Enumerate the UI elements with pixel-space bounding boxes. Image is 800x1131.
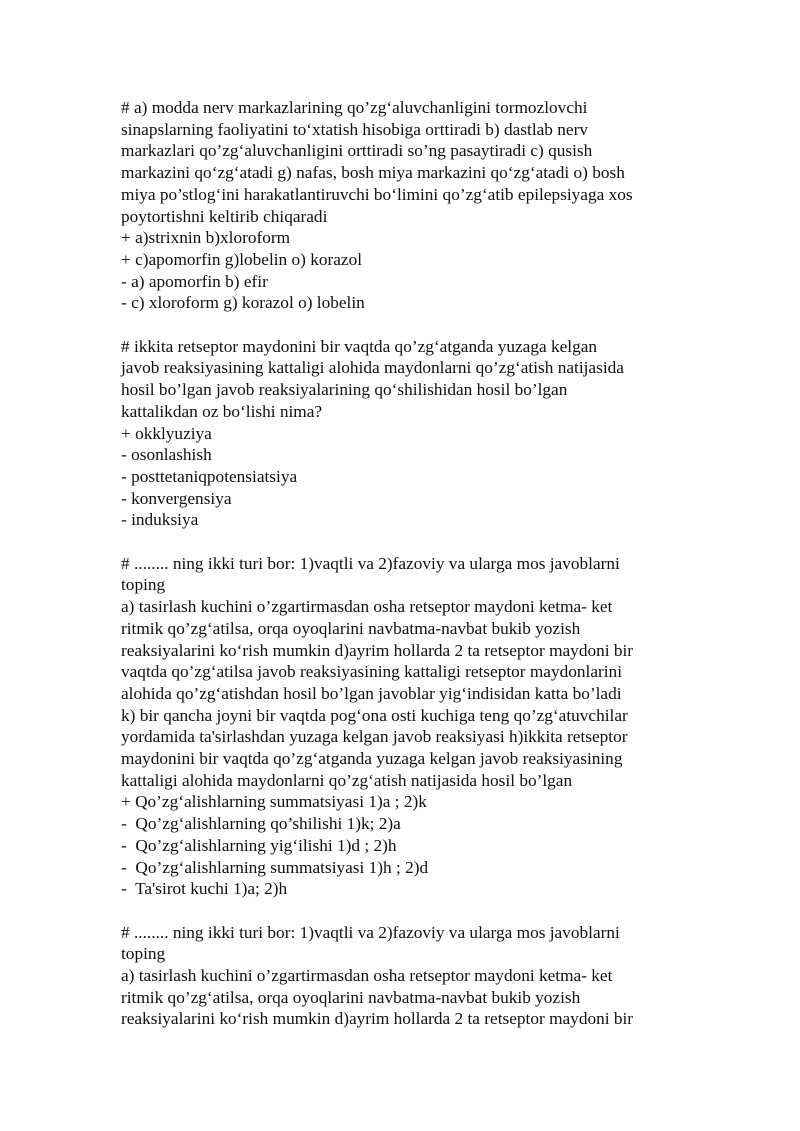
answer-option: - induksiya	[121, 510, 199, 530]
answer-option: - a) apomorfin b) efir	[121, 271, 268, 291]
text-line: reaksiyalarini ko‘rish mumkin d)ayrim hollarda 2 ta retseptor maydoni bir	[121, 1009, 634, 1029]
answer-option: - osonlashish	[121, 445, 212, 465]
text-line: toping	[121, 944, 166, 964]
text-line: reaksiyalarini ko‘rish mumkin d)ayrim hollarda 2 ta retseptor maydoni bir	[121, 640, 634, 660]
text-line: a) tasirlash kuchini o’zgartirmasdan osha retseptor maydoni ketma- ket	[121, 597, 613, 617]
text-line: toping	[121, 575, 166, 595]
text-line: kattalikdan oz bo‘lishi nima?	[121, 401, 323, 421]
text-line: javob reaksiyasining kattaligi alohida maydonlarni qo’zg‘atish natijasida	[121, 358, 624, 378]
answer-option: - Qo’zg‘alishlarning qo’shilishi 1)k; 2)a	[121, 814, 401, 834]
text-line: a) tasirlash kuchini o’zgartirmasdan osha retseptor maydoni ketma- ket	[121, 966, 613, 986]
text-line: maydonini bir vaqtda qo’zg‘atganda yuzaga kelgan javob reaksiyasining	[121, 749, 623, 769]
text-line: # ........ ning ikki turi bor: 1)vaqtli va 2)fazoviy va ularga mos javoblarni	[121, 922, 620, 942]
text-line: ritmik qo’zg‘atilsa, orqa oyoqlarini navbatma-navbat bukib yozish	[121, 618, 581, 638]
answer-option: - konvergensiya	[121, 488, 232, 508]
answer-option: - c) xloroform g) korazol o) lobelin	[121, 293, 365, 313]
text-line: alohida qo’zg‘atishdan hosil bo’lgan javoblar yig‘indisidan katta bo’ladi	[121, 683, 622, 703]
answer-option: + Qo’zg‘alishlarning summatsiyasi 1)a ; 2)k	[121, 792, 427, 812]
text-line: # ........ ning ikki turi bor: 1)vaqtli va 2)fazoviy va ularga mos javoblarni	[121, 553, 620, 573]
text-line: # a) modda nerv markazlarining qo’zg‘aluvchanligini tormozlovchi	[121, 98, 588, 117]
text-line: kattaligi alohida maydonlarni qo’zg‘atish natijasida hosil bo’lgan	[121, 770, 573, 790]
question-1	[121, 97, 701, 314]
text-line: poytortishni keltirib chiqaradi	[121, 206, 328, 226]
text-line: ritmik qo’zg‘atilsa, orqa oyoqlarini navbatma-navbat bukib yozish	[121, 987, 581, 1007]
question-3	[121, 553, 701, 900]
text-line: k) bir qancha joyni bir vaqtda pog‘ona osti kuchiga teng qo’zg‘atuvchilar	[121, 705, 628, 725]
text-line: hosil bo’lgan javob reaksiyalarining qo‘shilishidan hosil bo’lgan	[121, 380, 568, 400]
text-line: yordamida ta'sirlashdan yuzaga kelgan javob reaksiyasi h)ikkita retseptor	[121, 727, 628, 747]
answer-option: - posttetaniqpotensiatsiya	[121, 466, 298, 486]
text-line: vaqtda qo’zg‘atilsa javob reaksiyasining kattaligi retseptor maydonlarini	[121, 662, 623, 682]
text-line: miya po’stlog‘ini harakatlantiruvchi bo‘limini qo’zg‘atib epilepsiyaga xos	[121, 184, 633, 204]
question-2	[121, 336, 701, 531]
question-4	[121, 922, 701, 1031]
answer-option: - Ta'sirot kuchi 1)a; 2)h	[121, 879, 288, 899]
text-line: markazlari qo’zg‘aluvchanligini orttiradi so’ng pasaytiradi c) qusish	[121, 141, 593, 161]
document-page	[121, 97, 701, 1052]
answer-option: + c)apomorfin g)lobelin o) korazol	[121, 249, 363, 269]
text-line: markazini qo‘zg‘atadi g) nafas, bosh miya markazini qo‘zg‘atadi o) bosh	[121, 163, 625, 183]
answer-option: + okklyuziya	[121, 423, 212, 443]
text-line: sinapslarning faoliyatini to‘xtatish hisobiga orttiradi b) dastlab nerv	[121, 119, 588, 139]
answer-option: - Qo’zg‘alishlarning yig‘ilishi 1)d ; 2)h	[121, 835, 397, 855]
text-line: # ikkita retseptor maydonini bir vaqtda qo’zg‘atganda yuzaga kelgan	[121, 336, 598, 356]
answer-option: + a)strixnin b)xloroform	[121, 228, 291, 248]
answer-option: - Qo’zg‘alishlarning summatsiyasi 1)h ; 2)d	[121, 857, 429, 877]
